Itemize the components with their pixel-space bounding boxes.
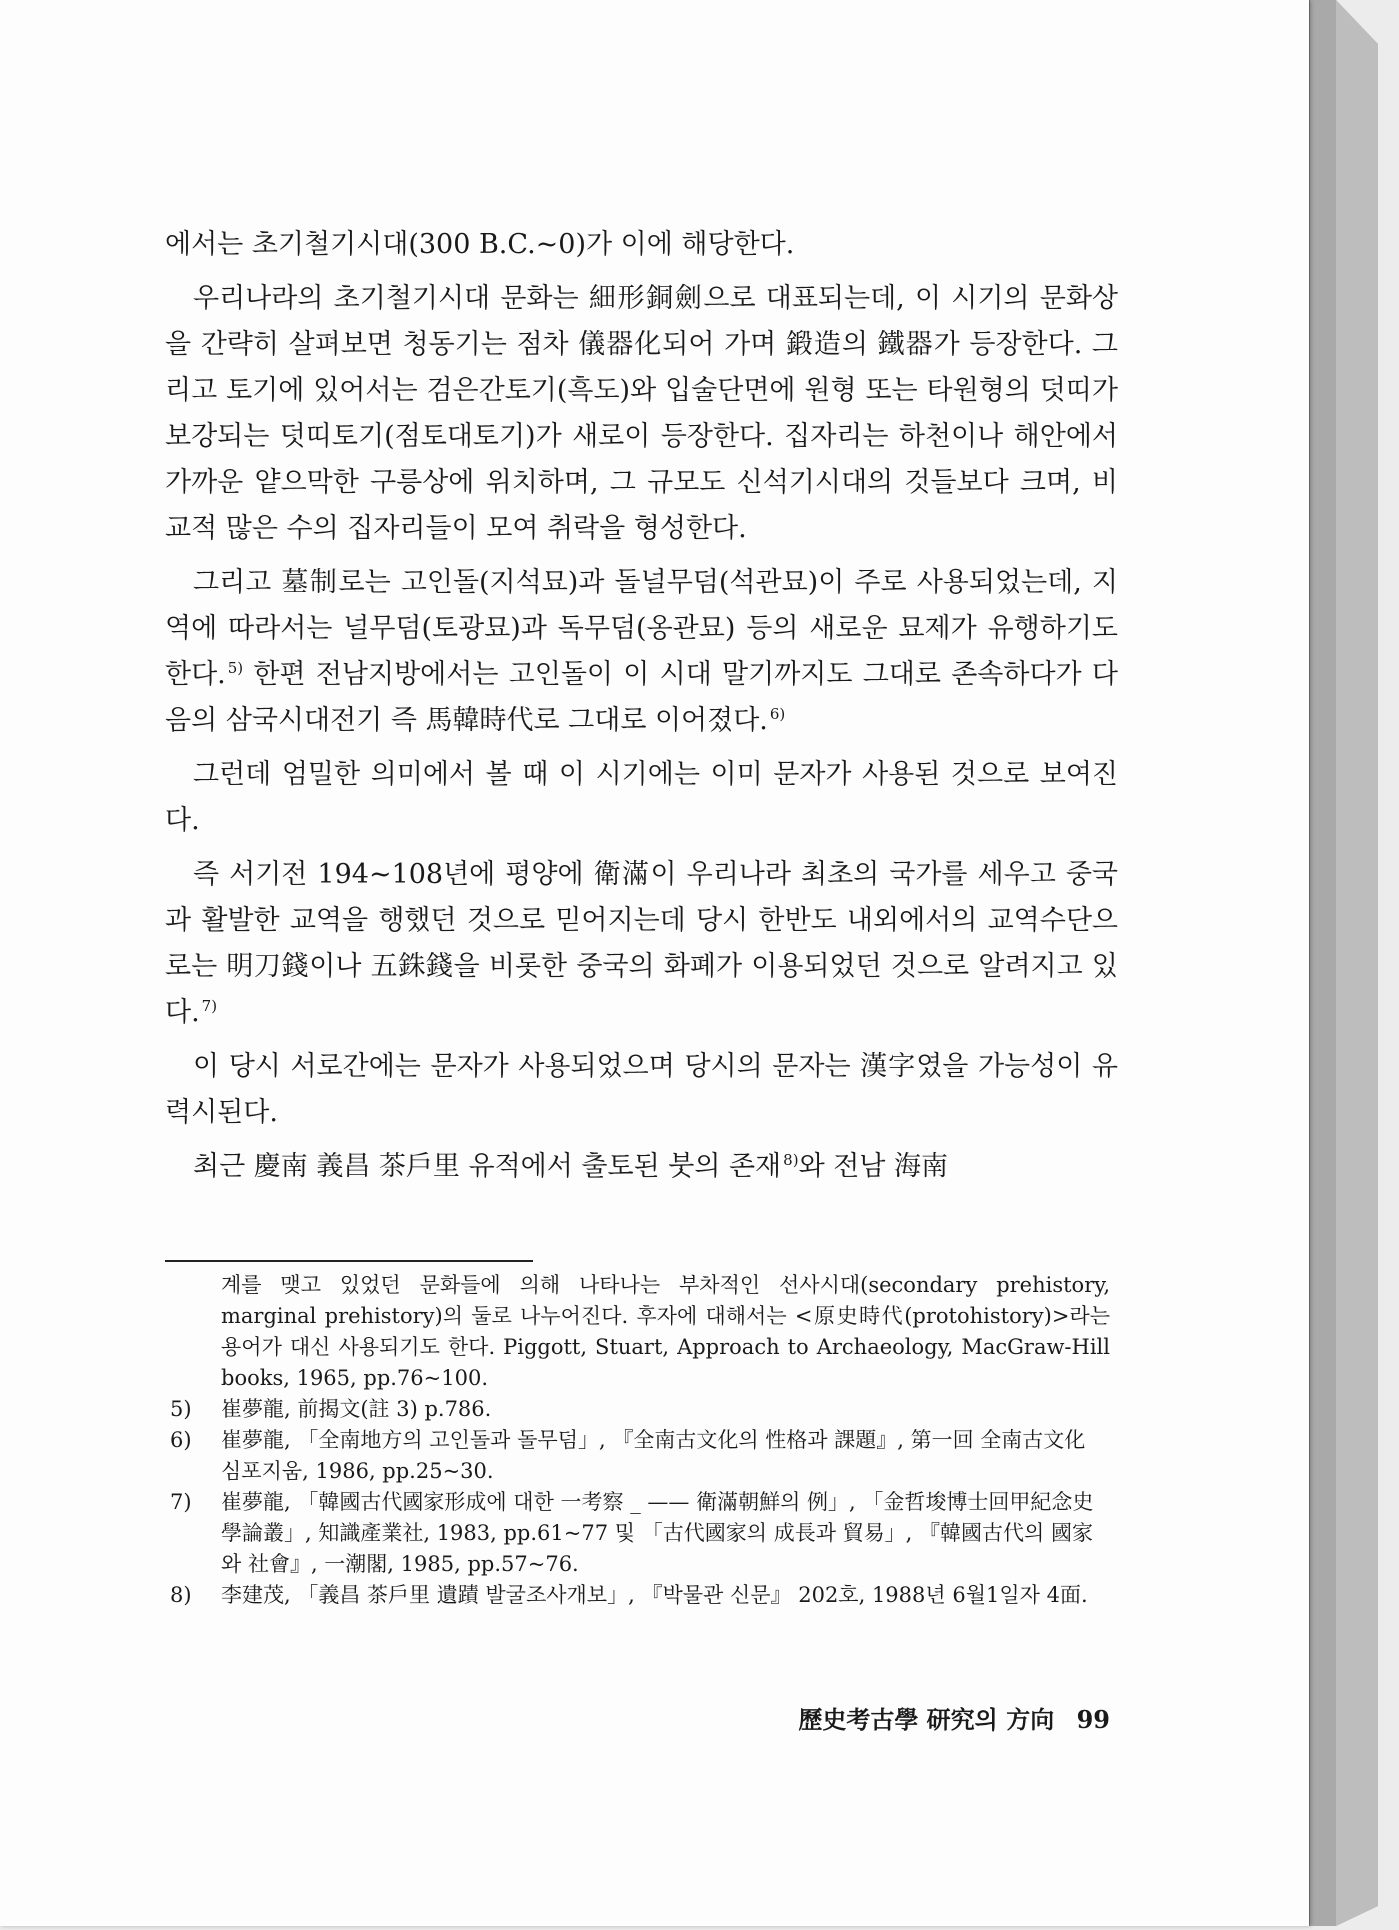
footnote-text: 崔夢龍, 前揭文(註 3) p.786.: [221, 1397, 492, 1421]
footnote-number: 7): [170, 1490, 192, 1514]
footnote-item: [170, 1394, 1110, 1425]
footnotes: [170, 1270, 1110, 1611]
footnote-ref: 5): [227, 659, 244, 677]
page-number: 99: [1076, 1705, 1110, 1734]
footnote-item: [170, 1580, 1110, 1611]
footnote-continuation: 계를 맺고 있었던 문화들에 의해 나타나는 부차적인 선사시대(secondary prehistory, marginal prehistory)의 둘로 나누어진다. 후자에 대해서는 <原史時代(protohistory)>라는 용어가 대신 사용되기도 한다. Piggott, Stuart, Approach to Archaeology, MacGraw-Hill books, 1965, pp.76~100.: [221, 1273, 1110, 1390]
footnote-item: [170, 1487, 1110, 1580]
running-title: 歷史考古學 研究의 方向: [798, 1705, 1055, 1734]
body-text: [165, 222, 1118, 1198]
footnote-ref: 6): [769, 705, 786, 723]
footnote-text: 崔夢龍, 「韓國古代國家形成에 대한 一考察 _ —— 衛滿朝鮮의 例」, 「金哲埈博士回甲紀念史學論叢」, 知識產業社, 1983, pp.61~77 및 「古代國家의 成長과 貿易」, 『韓國古代의 國家와 社會』, 一潮閣, 1985, pp.57~76.: [221, 1490, 1094, 1576]
footnote-divider: [165, 1260, 533, 1262]
footnote-text: 李建茂, 「義昌 茶戶里 遺蹟 발굴조사개보」, 『박물관 신문』 202호, 1988년 6월1일자 4面.: [221, 1583, 1088, 1607]
footnote-number: 8): [170, 1583, 192, 1607]
footnote-number: 6): [170, 1428, 192, 1452]
footnote-text: 崔夢龍, 「全南地方의 고인돌과 돌무덤」, 『全南古文化의 性格과 課題』, 第一回 全南古文化 심포지움, 1986, pp.25~30.: [221, 1428, 1086, 1483]
footnote-ref: 7): [201, 997, 218, 1015]
footnote-item: [170, 1425, 1110, 1487]
paragraph: 에서는 초기철기시대(300 B.C.~0)가 이에 해당한다.: [165, 229, 795, 260]
paragraph: 그리고 墓制로는 고인돌(지석묘)과 돌널무덤(석관묘)이 주로 사용되었는데, 지역에 따라서는 널무덤(토광묘)과 독무덤(옹관묘) 등의 새로운 묘제가 유행하기도 한다. $^{5)}$ 한편 전남지방에서는 고인돌이 이 시대 말기까지도 그대로 존속하다가 다음의 삼국시대전기 즉 馬韓時代로 그대로 이어졌다. $^{6)}$: [165, 567, 1118, 736]
running-footer: [740, 1700, 1110, 1735]
footnote-ref: 8): [783, 1151, 799, 1169]
footnote-number: 5): [170, 1397, 192, 1421]
paragraph: 즉 서기전 194~108년에 평양에 衛滿이 우리나라 최초의 국가를 세우고 중국과 활발한 교역을 행했던 것으로 믿어지는데 당시 한반도 내외에서의 교역수단으로는 明刀錢이나 五銖錢을 비롯한 중국의 화폐가 이용되었던 것으로 알려지고 있다. $^{7)}$: [165, 859, 1118, 1028]
paragraph: 이 당시 서로간에는 문자가 사용되었으며 당시의 문자는 漢字였을 가능성이 유력시된다.: [165, 1051, 1118, 1128]
paragraph: 우리나라의 초기철기시대 문화는 細形銅劍으로 대표되는데, 이 시기의 문화상을 간략히 살펴보면 청동기는 점차 儀器化되어 가며 鍛造의 鐵器가 등장한다. 그리고 토기에 있어서는 검은간토기(흑도)와 입술단면에 원형 또는 타원형의 덧띠가 보강되는 덧띠토기(점토대토기)가 새로이 등장한다. 집자리는 하천이나 해안에서 가까운 얕으막한 구릉상에 위치하며, 그 규모도 신석기시대의 것들보다 크며, 비교적 많은 수의 집자리들이 모여 취락을 형성한다.: [165, 283, 1118, 544]
paragraph: 최근 慶南 義昌 茶戶里 유적에서 출토된 붓의 존재 $^{8)}$와 전남 海南: [193, 1151, 948, 1182]
paragraph: 그런데 엄밀한 의미에서 볼 때 이 시기에는 이미 문자가 사용된 것으로 보여진다.: [165, 759, 1118, 836]
